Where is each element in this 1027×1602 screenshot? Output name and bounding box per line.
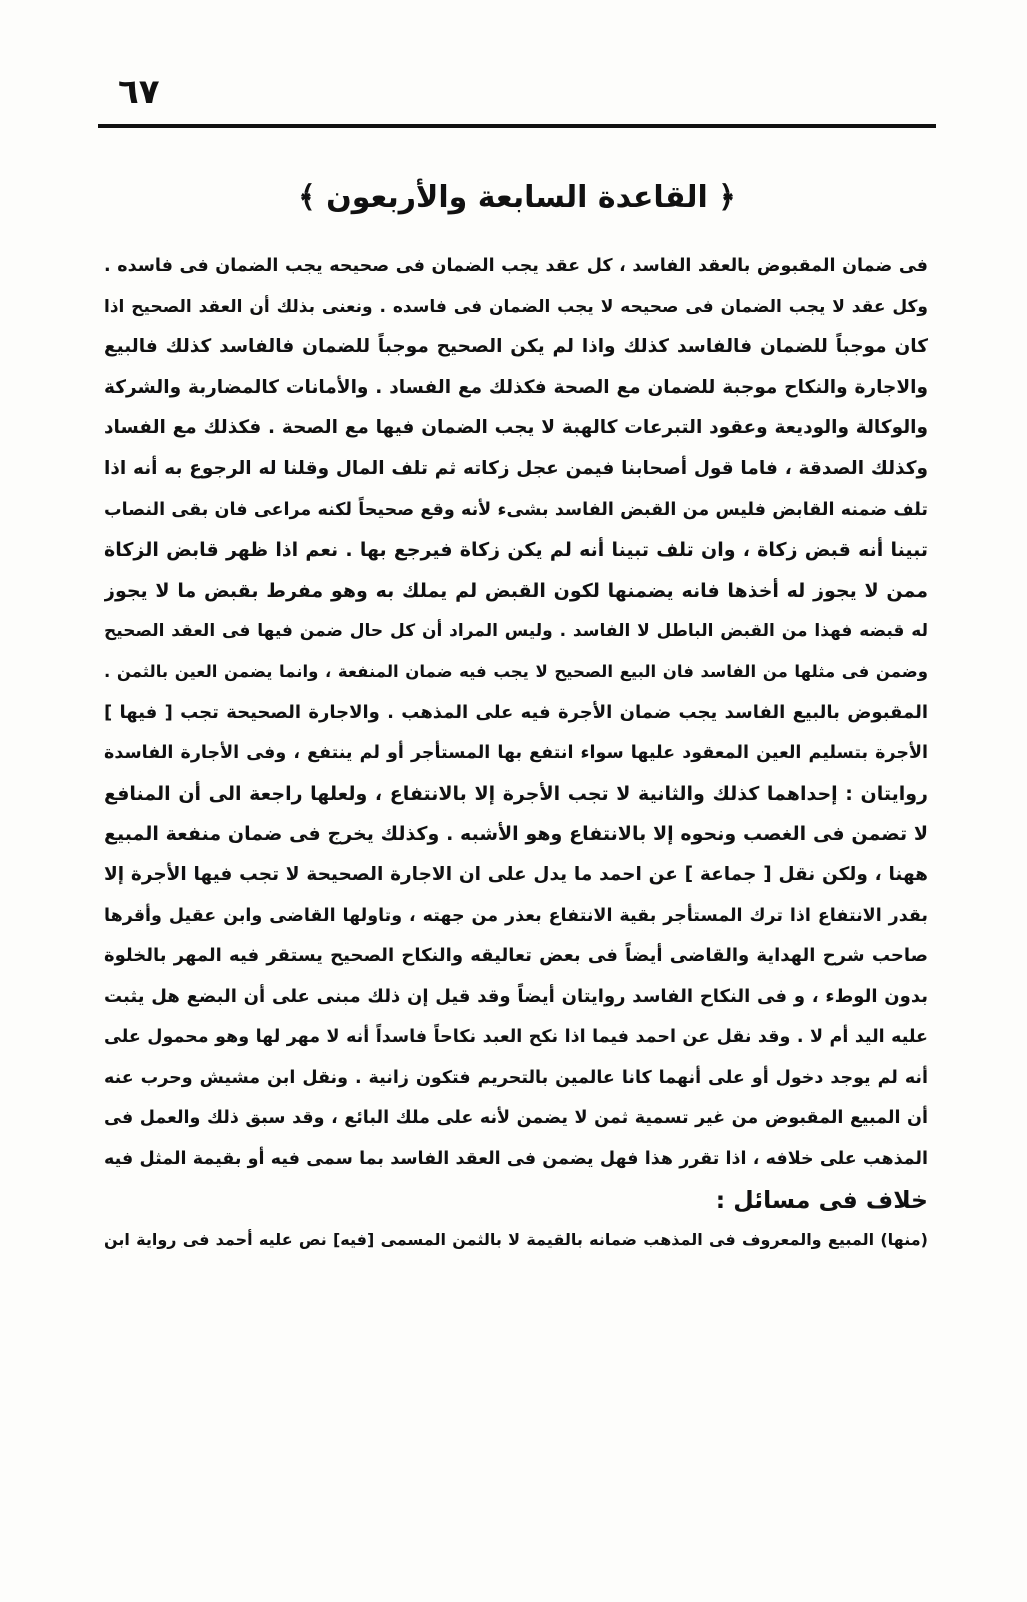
- text-line: تلف ضمنه القابض فليس من القبض الفاسد بشىء لأنه وقع صحيحاً لكنه مراعى فان بقى النصاب: [104, 499, 928, 520]
- text-line: وضمن فى مثلها من الفاسد فان البيع الصحيح لا يجب فيه ضمان المنفعة ، وانما يضمن العين بالثمن .: [104, 661, 928, 681]
- text-line: فى ضمان المقبوض بالعقد الفاسد ، كل عقد يجب الضمان فى صحيحه يجب الضمان فى فاسده .: [104, 256, 928, 276]
- text-line: أن المبيع المقبوض من غير تسمية ثمن لا يضمن لأنه على ملك البائع ، وقد سبق ذلك والعمل فى: [104, 1108, 928, 1129]
- text-line: بدون الوطء ، و فى النكاح الفاسد روايتان أيضاً وقد قيل إن ذلك مبنى على أن البضع هل يثبت: [104, 985, 928, 1007]
- text-line: تبينا أنه قبض زكاة ، وان تلف تبينا أنه لم يكن زكاة فيرجع بها . نعم اذا ظهر قابض الزكاة: [104, 539, 928, 562]
- text-line: الأجرة بتسليم العين المعقود عليها سواء انتفع بها المستأجر أو لم ينتفع ، وفى الأجارة الفاسدة: [104, 743, 928, 764]
- section-title: ﴿ القاعدة السابعة والأربعون ﴾: [298, 180, 736, 215]
- text-line: خلاف فى مسائل :: [715, 1185, 928, 1214]
- text-line: بقدر الانتفاع اذا ترك المستأجر بقية الانتفاع بعذر من جهته ، وتاولها القاضى وابن عقيل وأقرها: [104, 905, 928, 926]
- text-line: روايتان : إحداهما كذلك والثانية لا تجب الأجرة إلا بالانتفاع ، ولعلها راجعة الى أن المنافع: [104, 782, 928, 805]
- text-line: ممن لا يجوز له أخذها فانه يضمنها لكون القبض لم يملك به وهو مفرط بقبض ما لا يجوز: [104, 579, 928, 602]
- header-rule: [98, 124, 936, 128]
- page-number: ٦٧: [118, 72, 160, 112]
- text-line: المذهب على خلافه ، اذا تقرر هذا فهل يضمن فى العقد الفاسد بما سمى فيه أو بقيمة المثل فيه: [104, 1149, 928, 1170]
- text-line: والاجارة والنكاح موجبة للضمان مع الصحة فكذلك مع الفساد . والأمانات كالمضاربة والشركة: [104, 376, 928, 398]
- text-line: كان موجباً للضمان فالفاسد كذلك واذا لم يكن الصحيح موجباً للضمان فالفاسد كذلك فالبيع: [104, 336, 928, 358]
- text-line: المقبوض بالبيع الفاسد يجب ضمان الأجرة فيه على المذهب . والاجارة الصحيحة تجب [ فيها ]: [104, 701, 928, 723]
- text-line: وكل عقد لا يجب الضمان فى صحيحه لا يجب الضمان فى فاسده . ونعنى بذلك أن العقد الصحيح اذا: [104, 296, 928, 317]
- text-line: وكذلك الصدقة ، فاما قول أصحابنا فيمن عجل زكاته ثم تلف المال وقلنا له الرجوع به أنه اذا: [104, 457, 928, 479]
- text-line: (منها) المبيع والمعروف فى المذهب ضمانه بالقيمة لا بالثمن المسمى [فيه] نص عليه أحمد فى رواية ابن: [104, 1230, 928, 1250]
- text-line: له قبضه فهذا من القبض الباطل لا الفاسد . وليس المراد أن كل حال ضمن فيها فى العقد الصحيح: [104, 621, 928, 642]
- text-line: ههنا ، ولكن نقل [ جماعة ] عن احمد ما يدل على ان الاجارة الصحيحة لا تجب فيها الأجرة إلا: [104, 863, 928, 885]
- text-line: لا تضمن فى الغصب ونحوه إلا بالانتفاع وهو الأشبه . وكذلك يخرج فى ضمان منفعة المبيع: [104, 823, 928, 846]
- text-line: صاحب شرح الهداية والقاضى أيضاً فى بعض تعاليقه والنكاح الصحيح يستقر فيه المهر بالخلوة: [104, 945, 928, 967]
- text-line: عليه اليد أم لا . وقد نقل عن احمد فيما اذا نكح العبد نكاحاً فاسداً أنه لا مهر لها وهو محمول على: [104, 1027, 928, 1048]
- text-line: أنه لم يوجد دخول أو على أنهما كانا عالمين بالتحريم فتكون زانية . ونقل ابن مشيش وحرب عنه: [104, 1067, 928, 1088]
- body-text: [104, 246, 928, 1261]
- text-line: والوكالة والوديعة وعقود التبرعات كالهبة لا يجب الضمان فيها مع الصحة . فكذلك مع الفساد: [104, 417, 928, 439]
